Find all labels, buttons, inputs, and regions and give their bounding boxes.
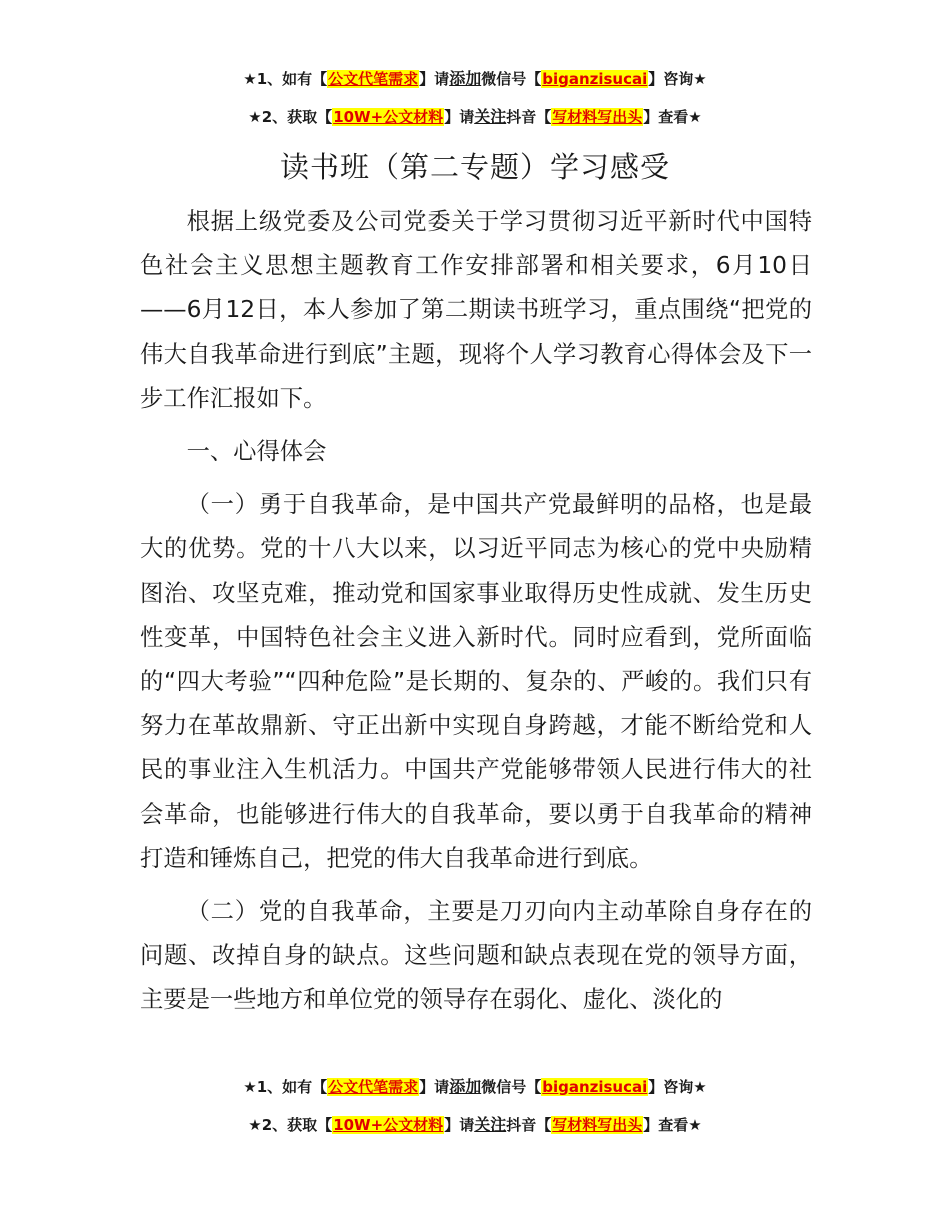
paragraph-point-2: （二）党的自我革命，主要是刀刃向内主动革除自身存在的问题、改掉自身的缺点。这些问题和缺点表现在党的领导方面，主要是一些地方和单位党的领导存在弱化、虚化、淡化的 xyxy=(140,898,812,1014)
wechat-id-highlight: biganzisucai xyxy=(542,1078,648,1096)
promo-text: ★2、获取【 xyxy=(248,1116,333,1134)
header-promo-line-2 xyxy=(0,107,950,127)
promo-text: 】请 xyxy=(419,1078,450,1096)
materials-highlight: 10W+公文材料 xyxy=(333,1116,444,1134)
promo-text: ★1、如有【 xyxy=(243,1078,328,1096)
paragraph-point-1: （一）勇于自我革命，是中国共产党最鲜明的品格，也是最大的优势。党的十八大以来，以习近平同志为核心的党中央励精图治、攻坚克难，推动党和国家事业取得历史性成就、发生历史性变革，中国特色社会主义进入新时代。同时应看到，党所面临的“四大考验”“四种危险”是长期的、复杂的、严峻的。我们只有努力在革故鼎新、守正出新中实现自身跨越，才能不断给党和人民的事业注入生机活力。中国共产党能够带领人民进行伟大的社会革命，也能够进行伟大的自我革命，要以勇于自我革命的精神打造和锤炼自己，把党的伟大自我革命进行到底。 xyxy=(140,491,812,872)
emphasis-text: 关注 xyxy=(474,107,507,126)
emphasis-text: 添加 xyxy=(449,69,482,88)
footer-promo-line-1 xyxy=(0,1077,950,1097)
materials-highlight: 10W+公文材料 xyxy=(333,108,444,126)
document-title: 读书班（第二专题）学习感受 xyxy=(279,150,670,184)
promo-text: 】请 xyxy=(444,108,475,126)
promo-text: ★1、如有【 xyxy=(243,70,328,88)
promo-text: 】查看★ xyxy=(643,1116,702,1134)
promo-text: 】咨询★ xyxy=(648,1078,707,1096)
promo-text: 抖音【 xyxy=(506,1116,552,1134)
wechat-id-highlight: biganzisucai xyxy=(542,70,648,88)
promo-text: ★2、获取【 xyxy=(248,108,333,126)
promo-text: 】咨询★ xyxy=(648,70,707,88)
emphasis-text: 关注 xyxy=(474,1115,507,1134)
paragraph-intro: 根据上级党委及公司党委关于学习贯彻习近平新时代中国特色社会主义思想主题教育工作安排部署和相关要求，6月10日——6月12日，本人参加了第二期读书班学习，重点围绕“把党的伟大自我革命进行到底”主题，现将个人学习教育心得体会及下一步工作汇报如下。 xyxy=(140,208,812,412)
emphasis-text: 添加 xyxy=(449,1077,482,1096)
document-body xyxy=(140,200,812,1023)
promo-text: 】请 xyxy=(444,1116,475,1134)
promo-text: 】查看★ xyxy=(643,108,702,126)
douyin-highlight: 写材料写出头 xyxy=(552,1116,643,1134)
section-heading: 一、心得体会 xyxy=(186,438,327,466)
promo-text: 微信号【 xyxy=(481,70,542,88)
promo-text: 微信号【 xyxy=(481,1078,542,1096)
service-highlight: 公文代笔需求 xyxy=(328,70,419,88)
service-highlight: 公文代笔需求 xyxy=(328,1078,419,1096)
header-promo-line-1 xyxy=(0,69,950,89)
promo-text: 抖音【 xyxy=(506,108,552,126)
douyin-highlight: 写材料写出头 xyxy=(552,108,643,126)
footer-promo-line-2 xyxy=(0,1115,950,1135)
promo-text: 】请 xyxy=(419,70,450,88)
